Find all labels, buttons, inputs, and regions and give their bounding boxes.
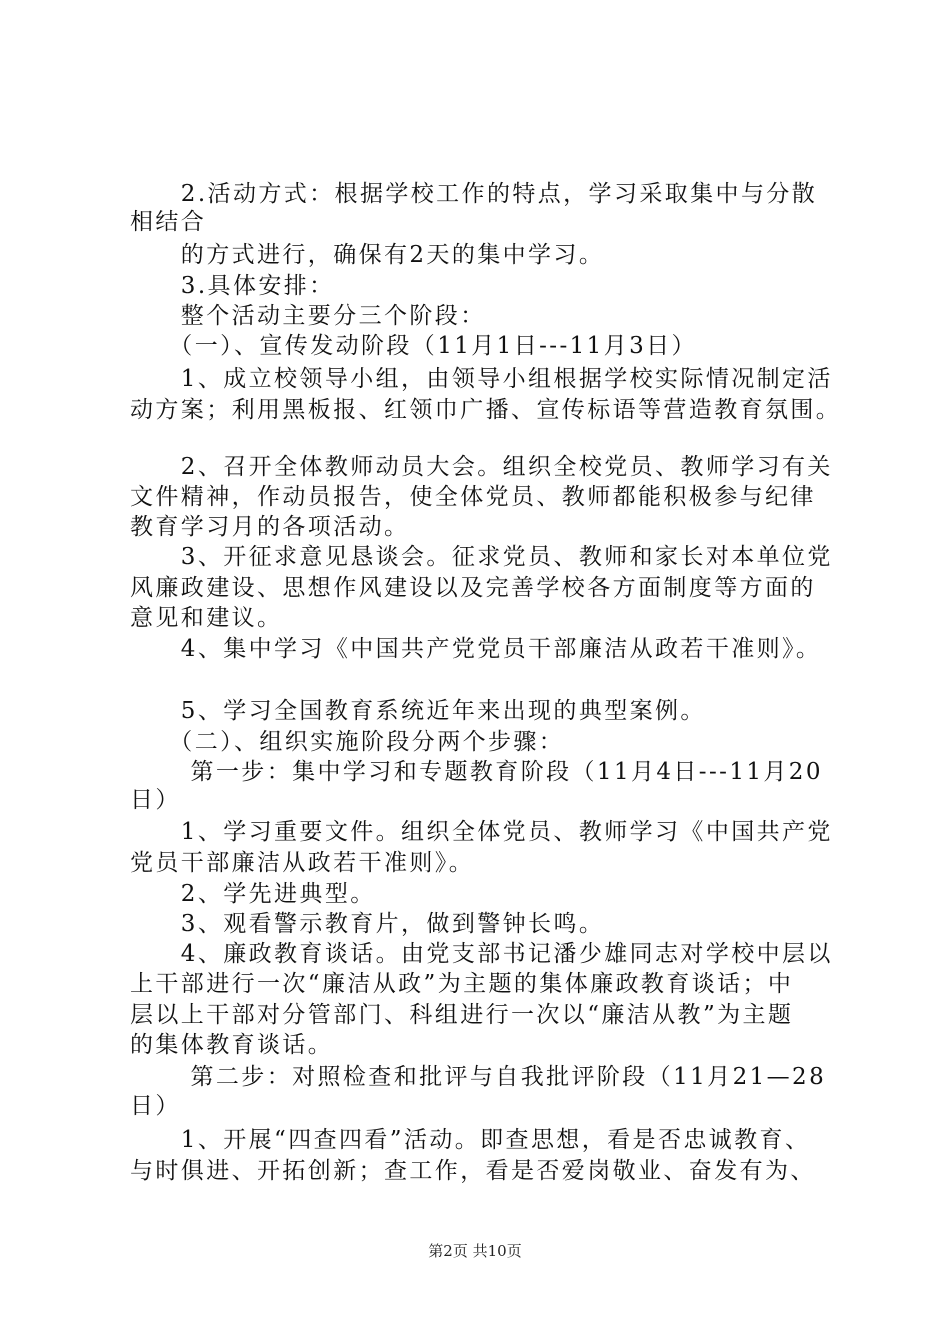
text-line: 风廉政建设、思想作风建设以及完善学校各方面制度等方面的 <box>130 575 816 601</box>
text-line: 2.活动方式：根据学校工作的特点，学习采取集中与分散 <box>130 181 818 207</box>
text-line: 日） <box>130 1093 181 1119</box>
text-line: 的方式进行，确保有2天的集中学习。 <box>130 242 605 268</box>
text-line: 3.具体安排： <box>130 273 335 299</box>
text-line: 日） <box>130 787 181 813</box>
text-line: 的集体教育谈话。 <box>130 1032 334 1058</box>
text-line: 1、开展“四查四看”活动。即查思想，看是否忠诚教育、 <box>130 1127 811 1153</box>
text-line: 层以上干部对分管部门、科组进行一次以“廉洁从教”为主题 <box>130 1002 794 1028</box>
text-line: 2、学先进典型。 <box>130 881 376 907</box>
text-line: 党员干部廉洁从政若干准则》。 <box>130 850 475 876</box>
text-line: 3、观看警示教育片，做到警钟长鸣。 <box>130 911 605 937</box>
page-number-footer: 第2页 共10页 <box>428 1242 522 1260</box>
text-line: 4、廉政教育谈话。由党支部书记潘少雄同志对学校中层以 <box>130 941 833 967</box>
text-line: 上干部进行一次“廉洁从政”为主题的集体廉政教育谈话；中 <box>130 971 794 997</box>
text-line: 意见和建议。 <box>130 605 283 631</box>
text-line: 第二步：对照检查和批评与自我批评阶段（11月21—28 <box>130 1064 827 1090</box>
text-line: 2、召开全体教师动员大会。组织全校党员、教师学习有关 <box>130 454 833 480</box>
text-line: （一）、宣传发动阶段（11月1日---11月3日） <box>130 333 697 359</box>
text-line: 与时俱进、开拓创新；查工作，看是否爱岗敬业、奋发有为、 <box>130 1158 816 1184</box>
text-line: 教育学习月的各项活动。 <box>130 514 410 540</box>
text-line: 1、学习重要文件。组织全体党员、教师学习《中国共产党 <box>130 819 833 845</box>
text-line: 整个活动主要分三个阶段： <box>130 303 486 329</box>
text-line: 3、开征求意见恳谈会。征求党员、教师和家长对本单位党 <box>130 544 833 570</box>
text-line: 第一步：集中学习和专题教育阶段（11月4日---11月20 <box>130 759 823 785</box>
text-line: 5、学习全国教育系统近年来出现的典型案例。 <box>130 698 706 724</box>
text-line: 文件精神，作动员报告，使全体党员、教师都能积极参与纪律 <box>130 484 816 510</box>
text-line: 4、集中学习《中国共产党党员干部廉洁从政若干准则》。 <box>130 636 822 662</box>
text-line: （二）、组织实施阶段分两个步骤： <box>130 729 565 755</box>
text-line: 1、成立校领导小组，由领导小组根据学校实际情况制定活 <box>130 366 833 392</box>
text-line: 动方案；利用黑板报、红领巾广播、宣传标语等营造教育氛围。 <box>130 397 842 423</box>
text-line: 相结合 <box>130 209 207 235</box>
